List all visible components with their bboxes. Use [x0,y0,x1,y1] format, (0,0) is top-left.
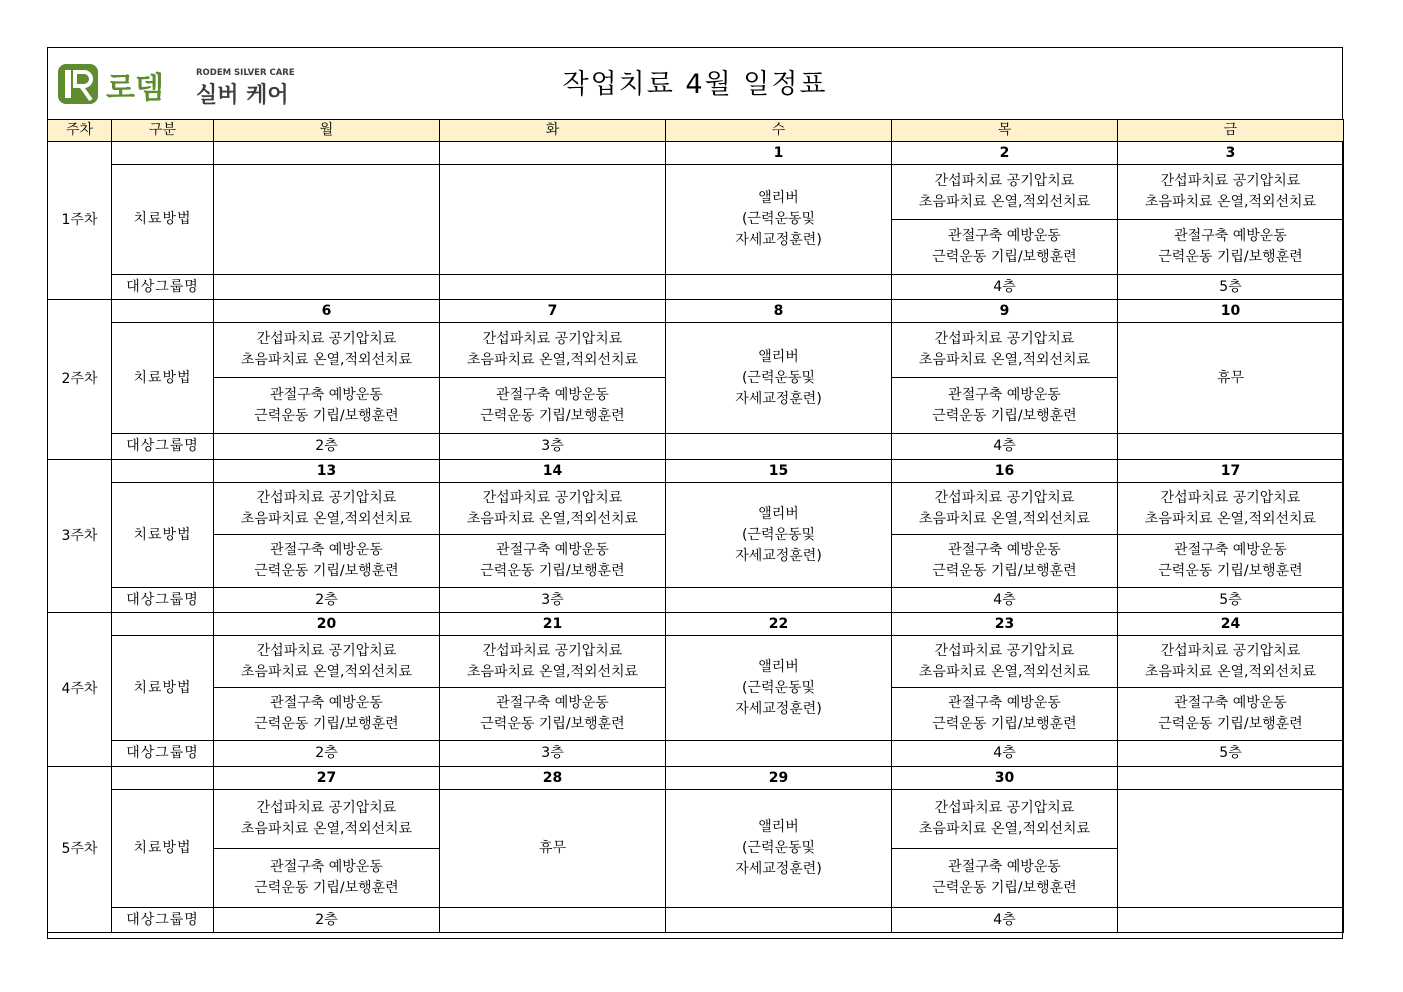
week-date-row [48,613,1344,636]
walker-cell-wed [666,483,892,588]
exercise-cell-mon [214,378,440,434]
walker-line: 자세교정훈련) [735,861,822,877]
week-label: 3주차 [48,460,112,613]
procedure-line: 초음파치료 온열,적외선치료 [918,663,1091,680]
procedure-line: 간섭파치료 공기압치료 [1160,173,1301,189]
exercise-line: 관절구축 예방운동 [270,386,383,403]
exercise-line: 근력운동 기립/보행훈련 [254,407,399,424]
procedure-line: 초음파치료 온열,적외선치료 [240,352,413,368]
date-cell-fri: 3 [1118,142,1344,165]
date-cell-thu: 2 [892,142,1118,165]
method-label: 치료방법 [112,323,214,434]
week-date-row [48,460,1344,483]
schedule-sheet [47,47,1343,939]
date-cell-tue: 14 [440,460,666,483]
empty-cell-mon [214,165,440,275]
date-cell-tue: 21 [440,613,666,636]
week-column-header: 주차 [48,120,112,142]
exercise-cell-thu [892,535,1118,588]
exercise-line: 관절구축 예방운동 [270,859,383,875]
procedure-line: 초음파치료 온열,적외선치료 [466,510,639,527]
exercise-cell-thu [892,849,1118,908]
exercise-line: 근력운동 기립/보행훈련 [480,716,625,732]
procedure-line: 간섭파치료 공기압치료 [256,331,397,347]
date-cell-thu: 23 [892,613,1118,636]
date-cell-thu: 30 [892,767,1118,790]
procedure-line: 초음파치료 온열,적외선치료 [466,352,639,368]
procedure-line: 초음파치료 온열,적외선치료 [918,194,1091,210]
method-row-top [48,636,1344,688]
week-date-row [48,300,1344,323]
method-row-top [48,165,1344,220]
procedure-line: 간섭파치료 공기압치료 [256,800,397,816]
week-label: 5주차 [48,767,112,933]
procedure-line: 간섭파치료 공기압치료 [934,173,1075,189]
walker-line: (근력운동및 [741,369,816,386]
exercise-line: 관절구축 예방운동 [1174,228,1287,244]
date-cell-wed: 8 [666,300,892,323]
date-cell-tue: 7 [440,300,666,323]
page-title: 작업치료 4월 일정표 [562,69,828,100]
group-cell-tue: 3층 [440,588,666,613]
exercise-cell-mon [214,535,440,588]
method-row-top [48,323,1344,378]
category-blank-cell [112,767,214,790]
exercise-line: 근력운동 기립/보행훈련 [932,563,1077,579]
method-label: 치료방법 [112,483,214,588]
group-label: 대상그룹명 [112,588,214,613]
procedure-line: 초음파치료 온열,적외선치료 [1144,510,1317,527]
exercise-line: 근력운동 기립/보행훈련 [254,716,399,732]
procedure-line: 간섭파치료 공기압치료 [934,800,1075,816]
exercise-line: 관절구축 예방운동 [948,386,1061,403]
day-header-mon: 월 [214,120,440,142]
group-cell-mon [214,275,440,300]
exercise-line: 관절구축 예방운동 [948,542,1061,558]
walker-cell-wed [666,636,892,741]
date-cell-fri: 24 [1118,613,1344,636]
exercise-cell-tue [440,378,666,434]
exercise-line: 근력운동 기립/보행훈련 [932,716,1077,732]
svg-text:실버 케어: 실버 케어 [196,83,289,106]
exercise-line: 근력운동 기립/보행훈련 [932,249,1077,265]
group-cell-wed [666,588,892,613]
procedure-cell-tue [440,636,666,688]
day-header-tue: 화 [440,120,666,142]
exercise-line: 근력운동 기립/보행훈련 [1158,249,1303,265]
exercise-cell-tue [440,688,666,741]
group-cell-fri [1118,908,1344,933]
category-blank-cell [112,613,214,636]
group-cell-wed [666,275,892,300]
group-cell-mon: 2층 [214,741,440,767]
group-row [48,434,1344,460]
procedure-line: 초음파치료 온열,적외선치료 [466,663,639,680]
procedure-cell-thu [892,636,1118,688]
empty-cell-tue [440,165,666,275]
group-label: 대상그룹명 [112,275,214,300]
procedure-line: 간섭파치료 공기압치료 [934,642,1075,659]
procedure-cell-thu [892,790,1118,849]
group-label: 대상그룹명 [112,741,214,767]
group-cell-mon: 2층 [214,588,440,613]
procedure-line: 간섭파치료 공기압치료 [1160,642,1301,659]
exercise-line: 근력운동 기립/보행훈련 [254,563,399,579]
category-blank-cell [112,460,214,483]
date-cell-wed: 15 [666,460,892,483]
procedure-line: 간섭파치료 공기압치료 [1160,489,1301,506]
group-cell-wed [666,741,892,767]
exercise-line: 근력운동 기립/보행훈련 [480,407,625,424]
procedure-line: 초음파치료 온열,적외선치료 [1144,663,1317,680]
group-cell-wed [666,434,892,460]
exercise-line: 근력운동 기립/보행훈련 [932,407,1077,424]
group-label: 대상그룹명 [112,434,214,460]
date-cell-fri [1118,767,1344,790]
walker-line: 자세교정훈련) [735,390,822,407]
exercise-cell-fri [1118,688,1344,741]
date-cell-thu: 9 [892,300,1118,323]
date-cell-thu: 16 [892,460,1118,483]
week-date-row [48,767,1344,790]
walker-line: 앨리버 [758,348,799,365]
walker-cell-wed [666,790,892,908]
group-cell-tue: 3층 [440,741,666,767]
week-label: 1주차 [48,142,112,300]
group-cell-fri: 5층 [1118,741,1344,767]
date-cell-mon: 13 [214,460,440,483]
date-cell-mon: 20 [214,613,440,636]
exercise-line: 관절구축 예방운동 [1174,542,1287,558]
walker-line: 앨리버 [758,505,799,522]
method-label: 치료방법 [112,790,214,908]
svg-text:로뎀: 로뎀 [106,71,164,106]
date-cell-tue: 28 [440,767,666,790]
procedure-line: 간섭파치료 공기압치료 [482,331,623,347]
schedule-table [47,119,1344,933]
week-label: 4주차 [48,613,112,767]
group-row [48,741,1344,767]
walker-cell-wed [666,165,892,275]
group-cell-thu: 4층 [892,275,1118,300]
method-label: 치료방법 [112,636,214,741]
exercise-line: 근력운동 기립/보행훈련 [480,563,625,579]
group-row [48,275,1344,300]
category-column-header: 구분 [112,120,214,142]
group-row [48,588,1344,613]
exercise-line: 근력운동 기립/보행훈련 [1158,563,1303,579]
procedure-cell-fri [1118,483,1344,535]
table-header-row [48,120,1344,142]
week-label: 2주차 [48,300,112,460]
procedure-line: 초음파치료 온열,적외선치료 [240,510,413,527]
procedure-line: 초음파치료 온열,적외선치료 [240,821,413,837]
procedure-line: 초음파치료 온열,적외선치료 [918,510,1091,527]
exercise-line: 근력운동 기립/보행훈련 [1158,716,1303,732]
walker-line: 자세교정훈련) [735,547,822,564]
walker-line: (근력운동및 [741,840,816,856]
procedure-line: 초음파치료 온열,적외선치료 [1144,194,1317,210]
svg-text:RODEM SILVER CARE: RODEM SILVER CARE [196,68,295,78]
day-header-fri: 금 [1118,120,1344,142]
walker-line: 앨리버 [758,819,799,835]
week-date-row [48,142,1344,165]
exercise-cell-fri [1118,220,1344,275]
exercise-line: 관절구축 예방운동 [1174,695,1287,711]
method-row-top [48,483,1344,535]
walker-line: (근력운동및 [741,526,816,543]
procedure-cell-fri [1118,165,1344,220]
exercise-line: 관절구축 예방운동 [496,386,609,403]
date-cell-wed: 29 [666,767,892,790]
exercise-cell-mon [214,849,440,908]
group-cell-fri: 5층 [1118,275,1344,300]
exercise-line: 관절구축 예방운동 [270,542,383,558]
walker-line: (근력운동및 [741,679,816,696]
group-cell-mon: 2층 [214,908,440,933]
procedure-cell-mon [214,483,440,535]
exercise-line: 관절구축 예방운동 [496,695,609,711]
exercise-line: 관절구축 예방운동 [948,228,1061,244]
exercise-line: 관절구축 예방운동 [270,695,383,711]
exercise-cell-tue [440,535,666,588]
exercise-line: 근력운동 기립/보행훈련 [254,880,399,896]
procedure-cell-mon [214,790,440,849]
group-cell-fri [1118,434,1344,460]
walker-line: (근력운동및 [741,211,816,227]
procedure-cell-tue [440,483,666,535]
procedure-cell-thu [892,483,1118,535]
exercise-line: 관절구축 예방운동 [496,542,609,558]
walker-line: 앨리버 [758,190,799,206]
date-cell-wed: 22 [666,613,892,636]
procedure-line: 간섭파치료 공기압치료 [482,642,623,659]
group-label: 대상그룹명 [112,908,214,933]
procedure-line: 초음파치료 온열,적외선치료 [240,663,413,680]
date-cell-mon: 6 [214,300,440,323]
procedure-line: 초음파치료 온열,적외선치료 [918,352,1091,368]
group-cell-thu: 4층 [892,588,1118,613]
date-cell-tue [440,142,666,165]
exercise-cell-thu [892,378,1118,434]
sheet-header [48,48,1342,120]
group-cell-fri: 5층 [1118,588,1344,613]
procedure-cell-thu [892,165,1118,220]
empty-cell-fri [1118,790,1344,908]
exercise-line: 근력운동 기립/보행훈련 [932,880,1077,896]
date-cell-mon [214,142,440,165]
group-cell-tue [440,275,666,300]
method-label: 치료방법 [112,165,214,275]
procedure-line: 간섭파치료 공기압치료 [256,489,397,506]
day-header-wed: 수 [666,120,892,142]
procedure-cell-thu [892,323,1118,378]
exercise-cell-thu [892,220,1118,275]
procedure-line: 간섭파치료 공기압치료 [256,642,397,659]
procedure-line: 간섭파치료 공기압치료 [934,489,1075,506]
group-row [48,908,1344,933]
exercise-cell-thu [892,688,1118,741]
category-blank-cell [112,300,214,323]
walker-cell-wed [666,323,892,434]
group-cell-mon: 2층 [214,434,440,460]
walker-line: 자세교정훈련) [735,700,822,717]
date-cell-wed: 1 [666,142,892,165]
date-cell-fri: 17 [1118,460,1344,483]
procedure-line: 초음파치료 온열,적외선치료 [918,821,1091,837]
category-blank-cell [112,142,214,165]
group-cell-thu: 4층 [892,908,1118,933]
day-header-thu: 목 [892,120,1118,142]
procedure-cell-tue [440,323,666,378]
date-cell-mon: 27 [214,767,440,790]
procedure-line: 간섭파치료 공기압치료 [482,489,623,506]
procedure-cell-mon [214,636,440,688]
exercise-cell-mon [214,688,440,741]
rest-cell-tue: 휴무 [440,790,666,908]
procedure-line: 간섭파치료 공기압치료 [934,331,1075,347]
group-cell-tue [440,908,666,933]
group-cell-wed [666,908,892,933]
exercise-line: 관절구축 예방운동 [948,695,1061,711]
method-row-top [48,790,1344,849]
exercise-line: 관절구축 예방운동 [948,859,1061,875]
group-cell-thu: 4층 [892,434,1118,460]
procedure-cell-fri [1118,636,1344,688]
walker-line: 앨리버 [758,658,799,675]
walker-line: 자세교정훈련) [735,232,822,248]
date-cell-fri: 10 [1118,300,1344,323]
rest-cell-fri: 휴무 [1118,323,1344,434]
procedure-cell-mon [214,323,440,378]
exercise-cell-fri [1118,535,1344,588]
group-cell-thu: 4층 [892,741,1118,767]
group-cell-tue: 3층 [440,434,666,460]
